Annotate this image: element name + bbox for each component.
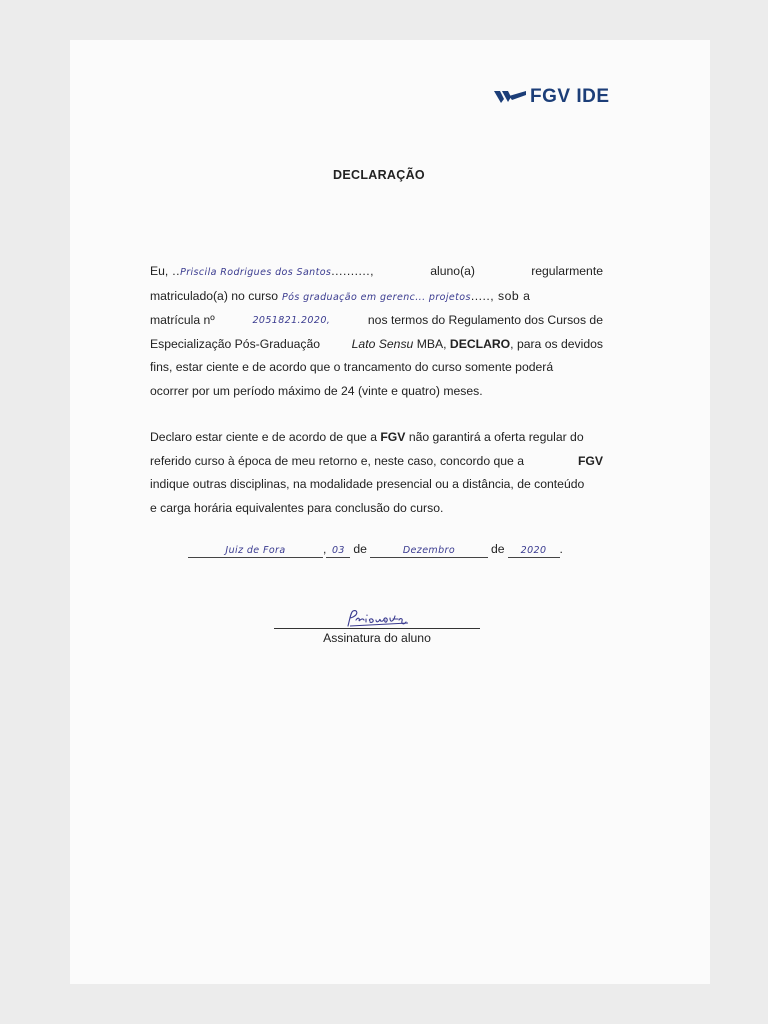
handwritten-year: 2020 — [520, 545, 547, 556]
text-fgv-2: FGV — [577, 453, 603, 468]
para1-line-4 — [150, 333, 603, 357]
document-title: DECLARAÇÃO — [333, 168, 425, 182]
text-sob-a: ....., sob a — [470, 288, 531, 303]
logo-text: FGV IDE — [530, 86, 610, 107]
text-devidos: , para os devidos — [510, 336, 603, 351]
para2-line-4 — [150, 497, 603, 521]
text-nos-termos: nos termos do Regulamento dos Cursos de — [367, 313, 603, 328]
text-nao-garantira: não garantirá a oferta regular do — [408, 430, 584, 444]
para2-line-2 — [150, 450, 603, 474]
text-fgv-1: FGV — [380, 430, 406, 444]
handwritten-day: 03 — [331, 545, 345, 556]
text-referido-curso: referido curso à época de meu retorno e, neste caso, concordo que a — [150, 453, 524, 468]
para2-line-3 — [150, 473, 603, 497]
para2-line-1 — [150, 426, 603, 450]
text-indique: indique outras disciplinas, na modalidade presencial ou a distância, de conteúdo — [150, 477, 585, 492]
declaration-paragraph — [150, 260, 603, 404]
text-matricula: matrícula nº — [150, 313, 215, 328]
day-field — [326, 542, 350, 558]
signature-label: Assinatura do aluno — [323, 631, 431, 645]
signature-block — [274, 608, 480, 645]
dots-before-name: .. — [172, 264, 181, 278]
text-lato-sensu: Lato Sensu — [351, 336, 414, 351]
handwritten-month: Dezembro — [402, 545, 456, 556]
date-comma: , — [323, 542, 327, 556]
month-field — [370, 542, 488, 558]
text-declaro-estar: Declaro estar ciente e de acordo de que a — [150, 430, 377, 444]
para1-line-2 — [150, 285, 603, 310]
handwritten-signature — [342, 608, 412, 630]
agreement-paragraph — [150, 426, 603, 520]
text-matriculado: matriculado(a) no curso — [150, 288, 279, 303]
para1-line-1 — [150, 260, 603, 285]
text-de-2: de — [490, 542, 505, 556]
text-aluno: aluno(a) — [430, 264, 475, 278]
document-page — [70, 40, 710, 984]
text-ocorrer: ocorrer por um período máximo de 24 (vinte e quatro) meses. — [150, 383, 483, 398]
dots-after-name: .........., — [331, 264, 375, 278]
text-declaro: DECLARO — [449, 336, 511, 351]
fgv-ide-logo — [494, 86, 610, 108]
text-eu: Eu, — [150, 264, 169, 278]
year-field — [508, 542, 560, 558]
text-carga-horaria: e carga horária equivalentes para conclusão do curso. — [150, 500, 444, 515]
handwritten-city: Juiz de Fora — [225, 545, 286, 556]
fgv-logo-icon — [494, 90, 526, 104]
city-field — [188, 542, 323, 558]
handwritten-registration-number: 2051821.2020, — [252, 315, 331, 327]
text-fins: fins, estar ciente e de acordo que o trancamento do curso somente poderá — [150, 360, 554, 375]
para1-line-5 — [150, 356, 603, 380]
text-regularmente: regularmente — [531, 264, 603, 278]
place-date-line — [188, 542, 608, 558]
signature-line — [274, 628, 480, 629]
text-mba: MBA, — [416, 336, 447, 351]
para1-line-6 — [150, 380, 603, 404]
text-especializacao: Especialização Pós-Graduação — [150, 336, 321, 351]
text-de-1: de — [353, 542, 367, 556]
handwritten-course: Pós graduação em gerenc... projetos — [282, 291, 471, 303]
date-period: . — [559, 542, 563, 556]
handwritten-name: Priscila Rodrigues dos Santos — [180, 267, 332, 278]
para1-line-3 — [150, 309, 603, 333]
